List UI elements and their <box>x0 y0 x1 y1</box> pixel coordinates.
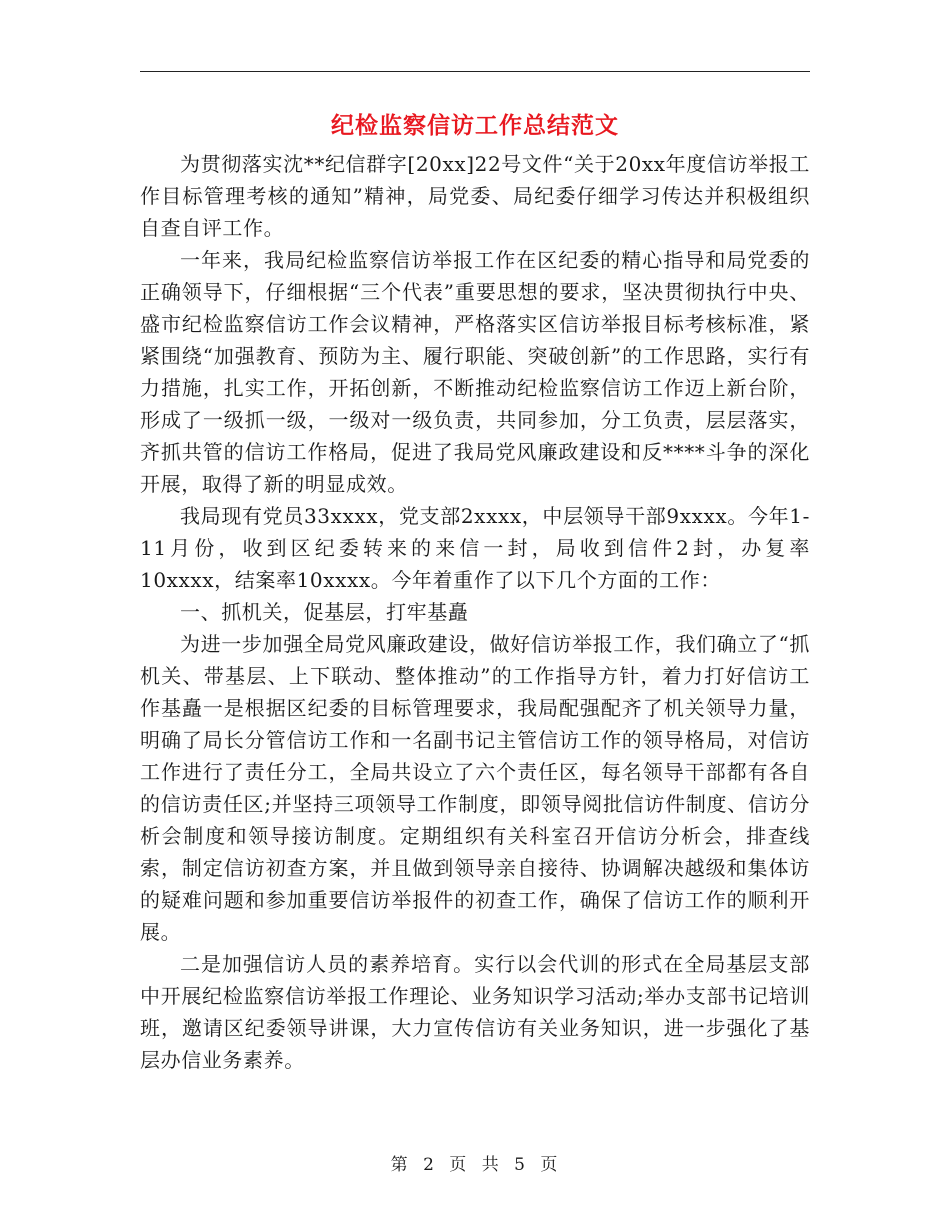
footer-page-word: 页 <box>449 1155 469 1175</box>
paragraph: 一年来，我局纪检监察信访举报工作在区纪委的精心指导和局党委的正确领导下，仔细根据“三个代表”重要思想的要求，坚决贯彻执行中央、盛市纪检监察信访工作会议精神，严格落实区信访举报目标考核标准，紧紧围绕“加强教育、预防为主、履行职能、突破创新”的工作思路，实行有力措施，扎实工作，开拓创新，不断推动纪检监察信访工作迈上新台阶，形成了一级抓一级，一级对一级负责，共同参加，分工负责，层层落实，齐抓共管的信访工作格局，促进了我局党风廉政建设和反****斗争的深化开展，取得了新的明显成效。 <box>140 248 810 496</box>
paragraph: 我局现有党员33xxxx，党支部2xxxx，中层领导干部9xxxx。今年1-11月份，收到区纪委转来的来信一封，局收到信件2封，办复率10xxxx，结案率10xxxx。今年着重作了以下几个方面的工作： <box>140 504 810 592</box>
document-body <box>140 148 810 1076</box>
footer-suffix: 页 <box>540 1155 560 1175</box>
paragraph: 为贯彻落实沈**纪信群字[20xx]22号文件“关于20xx年度信访举报工作目标管理考核的通知”精神，局党委、局纪委仔细学习传达并积极组织自查自评工作。 <box>140 152 810 240</box>
current-page-number: 2 <box>423 1155 436 1175</box>
total-page-count: 5 <box>514 1155 527 1175</box>
section-heading: 一、抓机关，促基层，打牢基矗 <box>180 600 469 624</box>
footer-total-word: 共 <box>481 1155 501 1175</box>
page-footer <box>140 1150 810 1175</box>
document-title: 纪检监察信访工作总结范文 <box>331 113 619 139</box>
header-rule <box>140 71 810 72</box>
footer-prefix: 第 <box>390 1155 410 1175</box>
paragraph: 为进一步加强全局党风廉政建设，做好信访举报工作，我们确立了“抓机关、带基层、上下联动、整体推动”的工作指导方针，着力打好信访工作基矗一是根据区纪委的目标管理要求，我局配强配齐了机关领导力量，明确了局长分管信访工作和一名副书记主管信访工作的领导格局，对信访工作进行了责任分工，全局共设立了六个责任区，每名领导干部都有各自的信访责任区;并坚持三项领导工作制度，即领导阅批信访件制度、信访分析会制度和领导接访制度。定期组织有关科室召开信访分析会，排查线索，制定信访初查方案，并且做到领导亲自接待、协调解决越级和集体访的疑难问题和参加重要信访举报件的初查工作，确保了信访工作的顺利开展。 <box>140 632 810 944</box>
paragraph: 二是加强信访人员的素养培育。实行以会代训的形式在全局基层支部中开展纪检监察信访举报工作理论、业务知识学习活动;举办支部书记培训班，邀请区纪委领导讲课，大力宣传信访有关业务知识，进一步强化了基层办信业务素养。 <box>140 952 810 1072</box>
